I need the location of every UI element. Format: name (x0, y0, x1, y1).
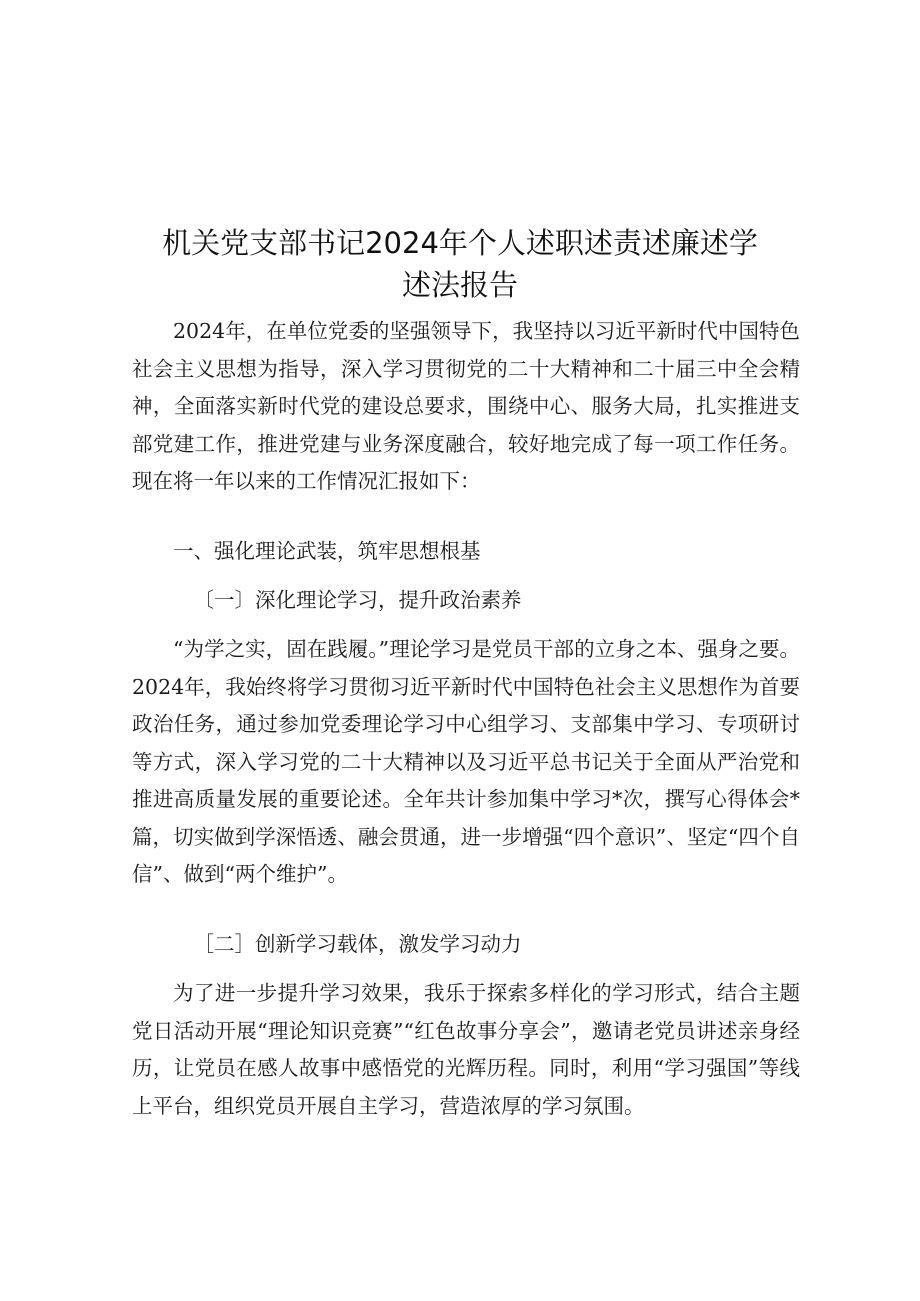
document-title-line-2: 述法报告 (401, 268, 518, 302)
subsection-2-paragraph: 为了进一步提升学习效果，我乐于探索多样化的学习形式，结合主题党日活动开展“理论知识竞赛”“红色故事分享会”，邀请老党员讲述亲身经历，让党员在感人故事中感悟党的光辉历程。同时，利用“学习强国”等线上平台，组织党员开展自主学习，营造浓厚的学习氛围。 (132, 981, 800, 1118)
subsection-1-paragraph: “为学之实，固在践履。”理论学习是党员干部的立身之本、强身之要。2024年，我始终将学习贯彻习近平新时代中国特色社会主义思想作为首要政治任务，通过参加党委理论学习中心组学习、支部集中学习、专项研讨等方式，深入学习党的二十大精神以及习近平总书记关于全面从严治党和推进高质量发展的重要论述。全年共计参加集中学习*次，撰写心得体会*篇，切实做到学深悟透、融会贯通，进一步增强“四个意识”、坚定“四个自信”、做到“两个维护”。 (132, 637, 800, 886)
subsection-heading-2: ［二］创新学习载体，激发学习动力 (193, 932, 522, 956)
subsection-heading-1: 〔一〕深化理论学习，提升政治素养 (193, 588, 522, 612)
intro-paragraph: 2024年，在单位党委的坚强领导下，我坚持以习近平新时代中国特色社会主义思想为指导，深入学习贯彻党的二十大精神和二十届三中全会精神，全面落实新时代党的建设总要求，围绕中心、服务大局，扎实推进支部党建工作，推进党建与业务深度融合，较好地完成了每一项工作任务。现在将一年以来的工作情况汇报如下： (132, 319, 800, 493)
document-title-line-1: 机关党支部书记2024年个人述职述责述廉述学 (162, 226, 758, 260)
section-heading-1: 一、强化理论武装，筑牢思想根基 (173, 539, 481, 563)
